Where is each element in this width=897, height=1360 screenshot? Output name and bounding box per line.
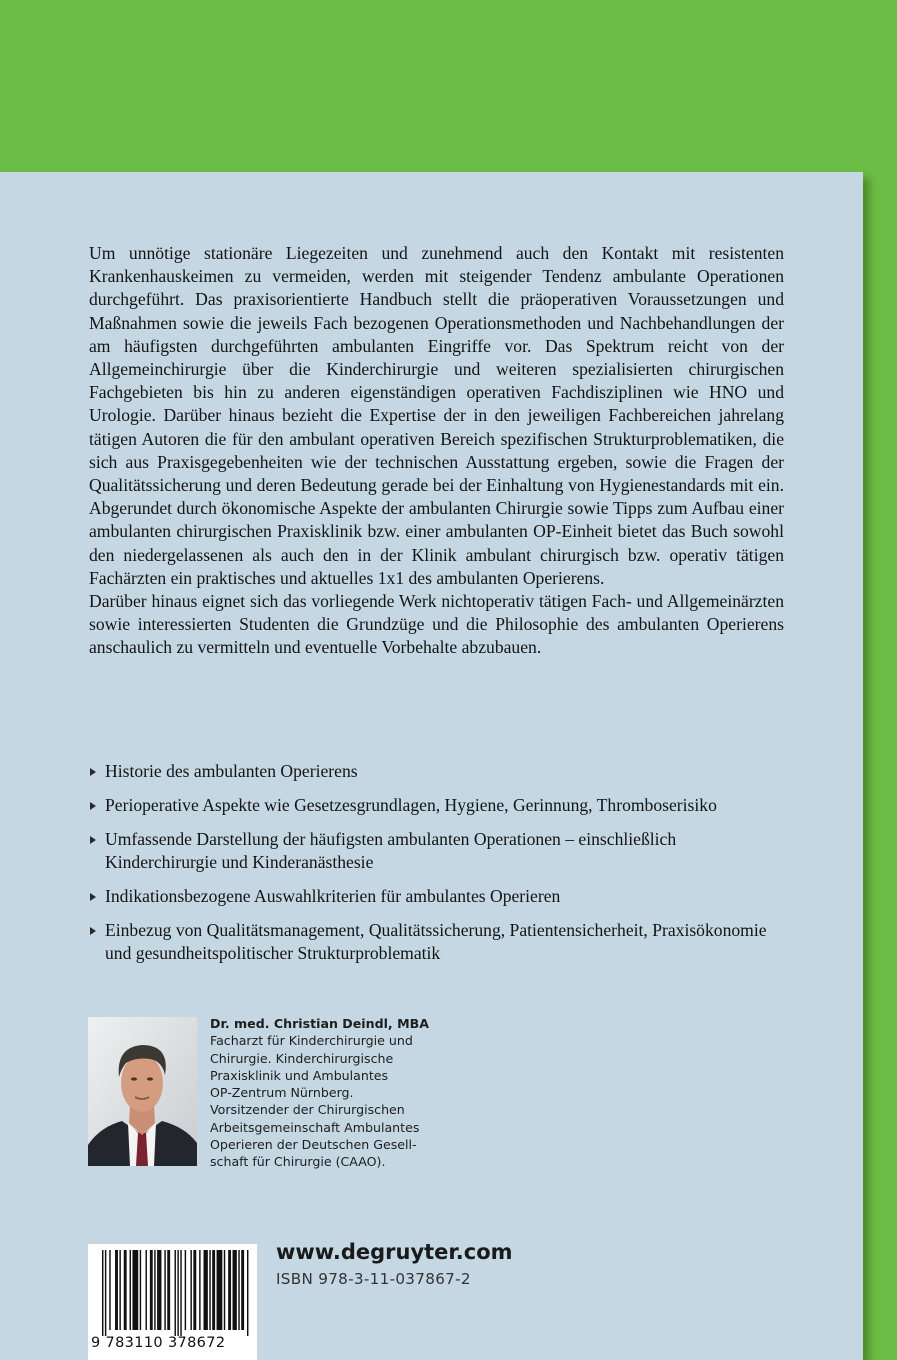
publisher-url[interactable]: www.degruyter.com <box>276 1240 513 1264</box>
author-photo <box>88 1017 197 1166</box>
isbn-barcode <box>88 1244 257 1360</box>
barcode-bar <box>180 1250 181 1336</box>
barcode-bar <box>217 1250 223 1330</box>
blurb-paragraph-1: Um unnötige stationäre Liegezeiten und zunehmend auch den Kontakt mit resistenten Krankenhauskeimen zu vermeiden, werden mit steigender Tendenz ambulante Operationen durchgeführt. Das praxisorientierte Handbuch stellt die präoperativen Voraussetzungen und Maßnahmen sowie die jeweils Fach bezogenen Operationsmethoden und Nachbehandlungen der am häufigsten durchgeführten ambulanten Eingriffe vor. Das Spektrum reicht von der Allgemeinchirurgie über die Kinderchirurgie und weiteren spezialisierten chirurgischen Fachgebieten bis hin zu anderen eigenständigen operativen Fachdisziplinen wie HNO und Urologie. Darüber hinaus bezieht die Expertise der in den jeweiligen Fachbereichen jahrelang tätigen Autoren die für den ambulant operativen Bereich spezifischen Strukturproblematiken, die sich aus Praxisgegebenheiten wie der technischen Ausstattung ergeben, sowie die Fragen der Qualitätssicherung und deren Bedeutung gerade bei der Einhaltung von Hygienestandards mit ein. Abgerundet durch ökonomische Aspekte der ambulanten Chirurgie sowie Tipps zum Aufbau einer ambulanten chirurgischen Praxisklinik bzw. einer ambulanten OP-Einheit bietet das Buch sowohl den niedergelassenen als auch den in der Klinik ambulant chirurgisch bzw. operativ tätigen Fachärzten ein praktisches und aktuelles 1x1 des ambulanten Operierens. <box>89 243 784 588</box>
feature-list <box>89 760 789 976</box>
bio-line: Praxisklinik und Ambulantes <box>210 1067 389 1083</box>
blurb-text <box>89 242 784 660</box>
barcode-bar <box>132 1250 138 1330</box>
blurb-paragraph-2: Darüber hinaus eignet sich das vorliegende Werk nichtoperativ tätigen Fach- und Allgemeinärzten sowie interessierten Studenten die Grundzüge und die Philosophie des ambulanten Operierens anschaulich zu vermitteln und eventuelle Vorbehalte abzubauen. <box>89 591 784 658</box>
author-bio <box>210 1015 450 1171</box>
barcode-bar <box>157 1250 161 1330</box>
triangle-bullet-icon <box>90 802 96 810</box>
barcode-bar <box>154 1250 155 1330</box>
triangle-bullet-icon <box>90 836 96 844</box>
bio-line: Arbeitsgemeinschaft Ambulantes <box>210 1119 420 1135</box>
barcode-bar <box>102 1250 103 1336</box>
triangle-bullet-icon <box>90 893 96 901</box>
bio-line: Facharzt für Kinderchirurgie und <box>210 1033 413 1049</box>
isbn-number: ISBN 978-3-11-037867-2 <box>276 1270 471 1288</box>
barcode-bar <box>238 1250 239 1330</box>
barcode-bar <box>177 1250 178 1336</box>
bio-line: OP-Zentrum Nürnberg. <box>210 1085 354 1101</box>
barcode-bar <box>204 1250 208 1330</box>
barcode-bar <box>241 1250 244 1330</box>
triangle-bullet-icon <box>90 768 96 776</box>
list-item: Indikationsbezogene Auswahlkriterien für ambulantes Operieren <box>89 885 789 908</box>
barcode-bar <box>109 1250 110 1330</box>
barcode-bar <box>140 1250 141 1330</box>
author-name: Dr. med. Christian Deindl, MBA <box>210 1016 429 1031</box>
barcode-bar <box>228 1250 231 1330</box>
list-item: Historie des ambulanten Operierens <box>89 760 789 783</box>
barcode-bar <box>119 1250 120 1330</box>
list-item: Umfassende Darstellung der häufigsten ambulanten Operationen – einschließlich Kinderchirurgie und Kinderanästhesie <box>89 828 789 874</box>
list-item: Einbezug von Qualitätsmanagement, Qualitätssicherung, Patientensicherheit, Praxisökonomie und gesundheitspolitischer Strukturproblematik <box>89 919 789 965</box>
barcode-bar <box>212 1250 215 1330</box>
barcode-bar <box>175 1250 176 1336</box>
barcode-bar <box>193 1250 196 1330</box>
barcode-bar <box>190 1250 191 1330</box>
barcode-bar <box>199 1250 200 1330</box>
bio-line: Operieren der Deutschen Gesell- <box>210 1137 417 1153</box>
barcode-bar <box>224 1250 225 1330</box>
barcode-digits: 9 783110 378672 <box>91 1335 226 1351</box>
author-portrait-icon <box>88 1017 197 1166</box>
barcode-bar <box>130 1250 131 1330</box>
barcode-bar <box>164 1250 165 1330</box>
barcode-bar <box>115 1250 118 1330</box>
barcode-bar <box>167 1250 170 1330</box>
barcode-bar <box>247 1250 248 1336</box>
bio-line: schaft für Chirurgie (CAAO). <box>210 1154 386 1170</box>
list-item: Perioperative Aspekte wie Gesetzesgrundlagen, Hygiene, Gerinnung, Thromboserisiko <box>89 794 789 817</box>
barcode-bar <box>150 1250 153 1330</box>
barcode-bar <box>185 1250 186 1330</box>
triangle-bullet-icon <box>90 927 96 935</box>
barcode-icon <box>88 1244 257 1336</box>
barcode-bar <box>124 1250 127 1330</box>
bio-line: Chirurgie. Kinderchirurgische <box>210 1050 394 1066</box>
barcode-bar <box>209 1250 210 1330</box>
barcode-bar <box>233 1250 237 1330</box>
bio-line: Vorsitzender der Chirurgischen <box>210 1102 405 1118</box>
barcode-bar <box>146 1250 147 1330</box>
barcode-bar <box>105 1250 106 1336</box>
